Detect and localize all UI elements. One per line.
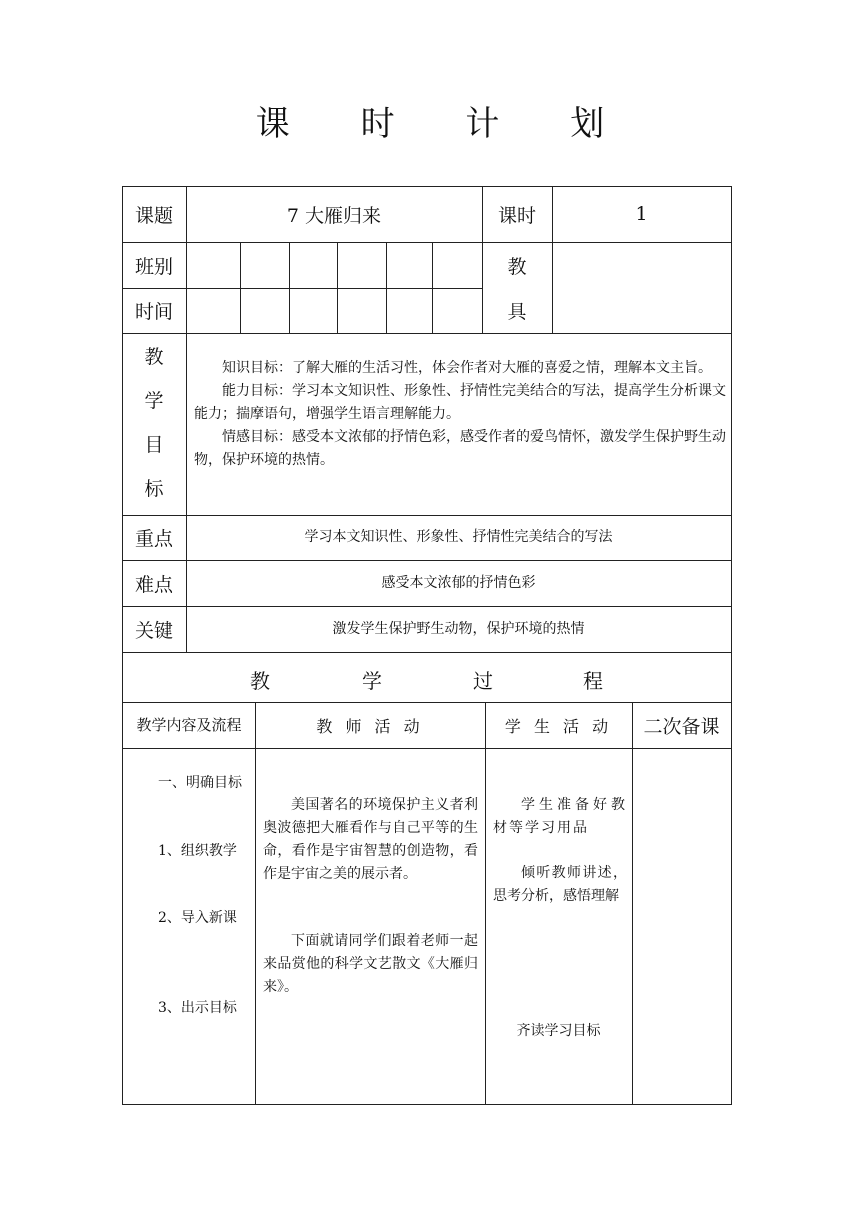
col-student-header: 学 生 活 动 <box>504 716 613 736</box>
crux-label: 关键 <box>134 619 173 642</box>
page-title: 课 时 计 划 <box>255 104 635 144</box>
col-second-header: 二次备课 <box>643 715 720 738</box>
tools-label-bottom: 具 <box>507 301 527 323</box>
topic-value: 7 大雁归来 <box>286 204 382 227</box>
ability-objective: 能力目标：学习本文知识性、形象性、抒情性完美结合的写法，提高学生分析课文能力；揣摩语句，增强学生语言理解能力。 <box>194 383 726 422</box>
key-point-label: 重点 <box>134 528 173 550</box>
teacher-activity-1: 美国著名的环境保护主义者利奥波德把大雁看作与自己平等的生命，看作是宇宙智慧的创造物，看作是宇宙之美的展示者。 <box>263 797 478 882</box>
objectives-label: 教 学 目 标 <box>144 346 164 500</box>
topic-label: 课题 <box>134 204 173 227</box>
key-point-value: 学习本文知识性、形象性、抒情性完美结合的写法 <box>304 529 613 545</box>
col-content-header: 教学内容及流程 <box>136 716 242 734</box>
time-label: 时间 <box>134 301 173 323</box>
student-activity-2: 倾听教师讲述，思考分析，感悟理解 <box>493 865 627 904</box>
difficulty-label: 难点 <box>134 573 173 596</box>
class-label: 班别 <box>134 255 173 278</box>
step-item: 一、明确目标 <box>158 775 242 791</box>
step-item: 2、导入新课 <box>158 910 237 926</box>
student-activity-1: 学生准备好教材等学习用品 <box>493 797 627 836</box>
period-value: 1 <box>635 203 648 225</box>
tools-label-top: 教 <box>507 255 527 278</box>
emotion-objective: 情感目标：感受本文浓郁的抒情色彩，感受作者的爱鸟情怀，激发学生保护野生动物，保护环境的热情。 <box>194 429 726 468</box>
teacher-activity-2: 下面就请同学们跟着老师一起来品赏他的科学文艺散文《大雁归来》。 <box>263 933 478 995</box>
process-heading: 教 学 过 程 <box>250 669 603 693</box>
knowledge-objective: 知识目标：了解大雁的生活习性，体会作者对大雁的喜爱之情，理解本文主旨。 <box>222 360 712 376</box>
step-item: 1、组织教学 <box>158 843 237 859</box>
period-label: 课时 <box>497 204 536 227</box>
crux-value: 激发学生保护野生动物，保护环境的热情 <box>332 620 585 637</box>
difficulty-value: 感受本文浓郁的抒情色彩 <box>381 574 536 591</box>
objectives-content <box>194 357 726 472</box>
student-activity-3: 齐读学习目标 <box>516 1023 601 1039</box>
col-teacher-header: 教 师 活 动 <box>316 716 424 736</box>
step-item: 3、出示目标 <box>158 1000 237 1016</box>
